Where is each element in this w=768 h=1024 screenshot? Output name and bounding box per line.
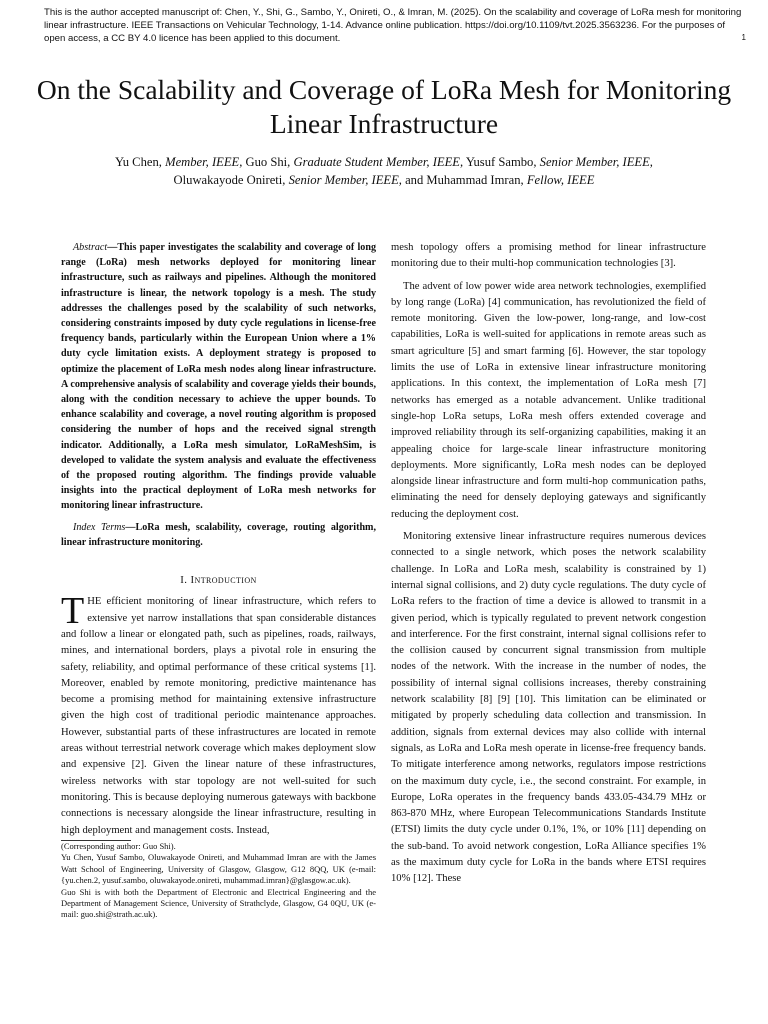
author-role: Senior Member, IEEE, [288,173,402,187]
intro-text: HE efficient monitoring of linear infrastructure, which refers to extensive yet narrow installations that span considerable distances and follow a linear or elongated path, such as pipelines, roads, railways, mines, and international borders, plays a pivotal role in ensuring the safety, reliability, and optimal performance of these critical systems [1]. Moreover, enabled by remote monitoring, predictive maintenance has become a promising method for maintaining extensive infrastructure given the high cost of traditional periodic maintenance approaches. However, substantial parts of these infrastructures are located in remote areas without terrestrial network coverage which makes deployment slow and expensive [2]. Given the linear nature of these infrastructures, wireless networks with star topology are not well-suited for such monitoring. This is because deploying numerous gateways with backbone connections is necessary alongside the linear infrastructure, resulting in high deployment and management costs. Instead, [61,596,376,836]
author-name: and Muhammad Imran, [405,173,524,187]
author-role: Senior Member, IEEE, [539,155,653,169]
section-title: Introduction [190,574,257,587]
drop-cap: T [61,590,85,633]
body-paragraph: mesh topology offers a promising method for linear infrastructure monitoring due to their multi-hop communication technologies [3]. [391,242,706,270]
author-role: Graduate Student Member, IEEE, [293,155,464,169]
footnote: (Corresponding author: Guo Shi). [61,841,176,851]
index-terms-lead: Index Terms [73,521,126,533]
footnote: Yu Chen, Yusuf Sambo, Oluwakayode Onireti, and Muhammad Imran are with the James Watt School of Engineering, University of Glasgow, Glasgow, G12 8QQ, UK (e-mail: {yu.chen.2, yusuf.sambo, oluwakayode.onireti, muhammad.imran}@glasgow.ac.uk). [61,852,376,886]
author-name: Guo Shi, [245,155,291,169]
abstract-text: —This paper investigates the scalability and coverage of long range (LoRa) mesh networks deployed for monitoring linear infrastructure, such as railways and pipelines. Although the monitored infrastructure is linear, the network topology is a mesh. The study addresses the challenges posed by the scalability of such networks, considering constraints imposed by duty cycle regulations in license-free frequency bands, particularly within the European Union where a 1% duty cycle limitation exists. A deployment strategy is proposed to optimize the placement of LoRa mesh nodes along linear infrastructure. A comprehensive analysis of scalability and coverage yields their bounds, along with the condition necessary to achieve the upper bounds. To enhance scalability and coverage, a novel routing algorithm is proposed considering the number of hops and the received signal strength indicator. Additionally, a LoRa mesh simulator, LoRaMeshSim, is developed to validate the system analysis and evaluate the effectiveness of the proposed routing algorithm. The findings provide valuable insights into the practical deployment of LoRa mesh networks for monitoring linear infrastructure. [61,242,376,512]
left-column [61,240,376,839]
index-terms [61,520,376,550]
author-name: Yusuf Sambo, [465,155,537,169]
index-terms-text: —LoRa mesh, scalability, coverage, routing algorithm, linear infrastructure monitoring. [61,521,376,548]
paper-title: On the Scalability and Coverage of LoRa Mesh for Monitoring Linear Infrastructure [36,74,732,139]
author-name: Oluwakayode Onireti, [173,173,286,187]
copyright-notice: This is the author accepted manuscript of: Chen, Y., Shi, G., Sambo, Y., Onireti, O., & Imran, M. (2025). On the scalability and coverage of LoRa mesh for monitoring linear infrastructure. IEEE Transactions on Vehicular Technology, 1-14. Advance online publication. https://doi.org/10.1109/tvt.2025.3563236. For the purposes of open access, a CC BY 4.0 licence has been applied to this document. [44,7,742,44]
body-paragraph: Monitoring extensive linear infrastructure requires numerous devices connected to a single network, which poses the network scalability challenge. In LoRa and LoRa mesh, scalability is constrained by 1) internal signal collisions, and 2) duty cycle regulations. The duty cycle of LoRa refers to the fraction of time a device is allowed to transmit in a given period, which is typically regulated to prevent network congestion and interference. For the first constraint, internal signal collisions refer to the collision caused by concurrent signal transmission from multiple nodes of the network. With the increase in the number of nodes, the possibility of internal signal collisions increases, thereby constraining network scalability [8] [9] [10]. This limitation can be eliminated or mitigated by properly scheduling data collection and transmission. In addition, signals from external devices may also collide with internal signals, as LoRa and LoRa mesh operate in license-free frequency bands. To mitigate interference among networks, regulators impose restrictions on the maximum duty cycle, i.e., the second constraint. For example, in Europe, LoRa operates in the frequency bands 433.05-434.79 MHz or 863-870 MHz, where European Telecommunications Standards Institute (ETSI) limits the duty cycle under 0.1%, 1%, or 10% [11] depending on the sub-band. To avoid network congestion, LoRa Alliance specifies 1% as the maximum duty cycle for LoRa in the bands where ETSI requires 10% [12]. These [391,531,706,885]
author-role: Fellow, IEEE [526,173,595,187]
footnotes [61,840,376,921]
page-number: 1 [741,33,746,42]
section-heading [61,572,376,588]
author-list [40,153,728,189]
right-column [391,240,706,888]
abstract [61,240,376,514]
body-paragraph: The advent of low power wide area network technologies, exemplified by long range (LoRa) [4] communication, has revolutionized the field of remote monitoring. Given the low-power, long-range, and low-cost capabilities, LoRa is well-suited for applications in remote areas such as smart agriculture [5] and smart farming [6]. However, the star topology limits the use of LoRa in extensive linear infrastructure monitoring applications. In this context, the implementation of LoRa mesh [7] networks has emerged as a notable advancement. Unlike traditional single-hop LoRa setups, LoRa mesh offers extended coverage and improved reliability through its self-organizing capabilities, making it an appealing choice for large-scale linear infrastructure monitoring deployments. More significantly, LoRa mesh nodes can be deployed alongside linear infrastructure and form multi-hop communication paths, eliminating the need for densely deploying gateways and significantly reducing the deployment cost. [391,280,706,520]
author-role: Member, IEEE, [165,155,243,169]
author-name: Yu Chen, [115,155,162,169]
intro-paragraph [61,590,376,838]
footnote: Guo Shi is with both the Department of Electronic and Electrical Engineering and the Department of Management Science, University of Strathclyde, Glasgow, G4 0QU, UK (e-mail: guo.shi@strath.ac.uk). [61,886,376,920]
abstract-lead: Abstract [73,242,108,253]
section-numeral: I. [180,574,188,587]
